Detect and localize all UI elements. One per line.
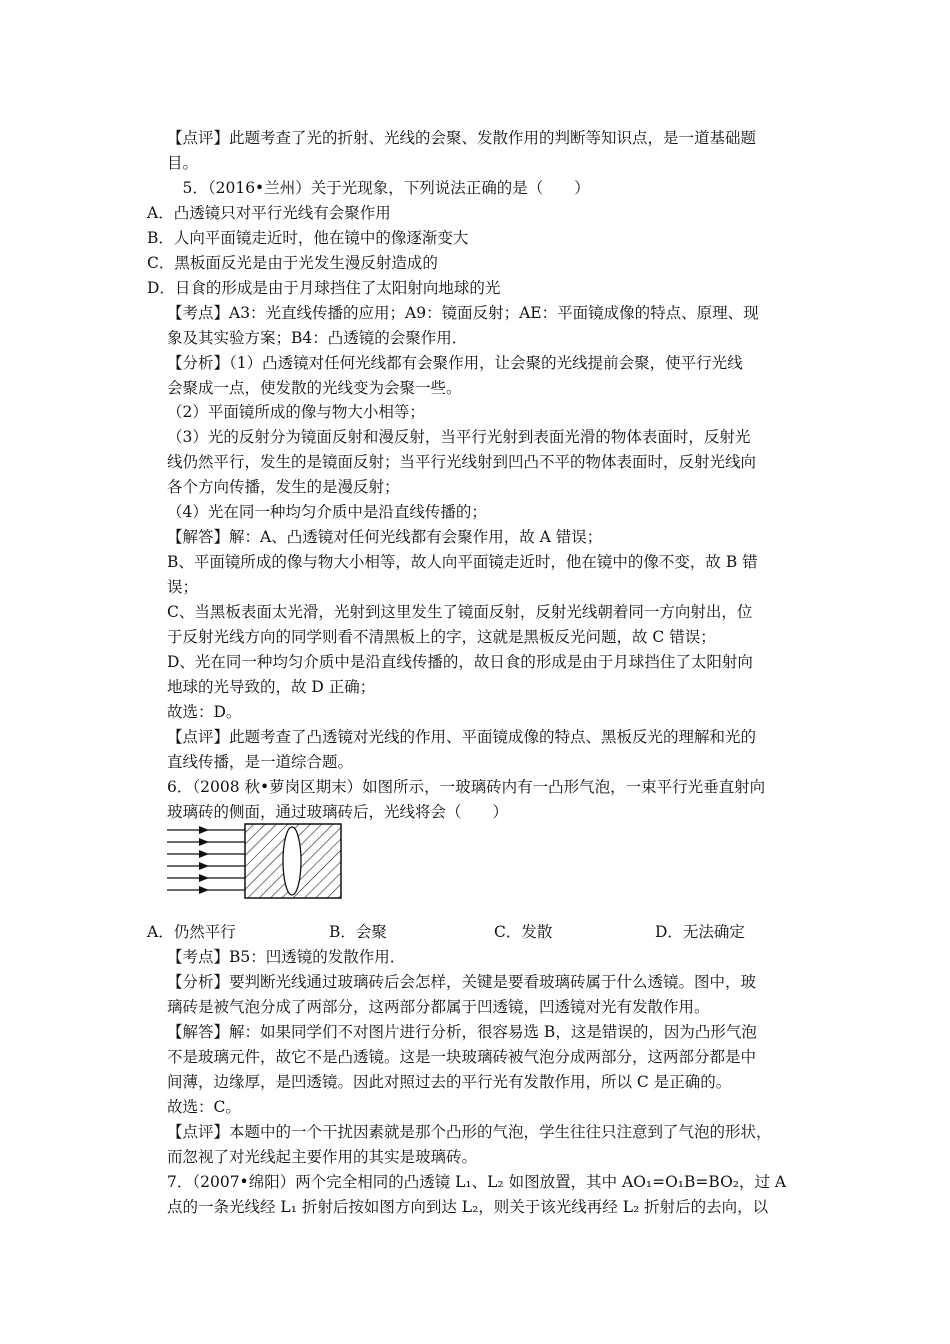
kaodian: 【考点】A3：光直线传播的应用；A9：镜面反射；AE：平面镜成像的特点、原理、现 <box>167 304 759 322</box>
text-line: 各个方向传播，发生的是漫反射； <box>167 478 400 496</box>
text-line: 【点评】此题考查了光的折射、光线的会聚、发散作用的判断等知识点，是一道基础题 <box>167 129 757 147</box>
text-line: B、平面镜所成的像与物大小相等，故人向平面镜走近时，他在镜中的像不变，故 B 错 <box>167 553 758 571</box>
text-line: 目。 <box>167 154 199 172</box>
option-d: D．日食的形成是由于月球挡住了太阳射向地球的光 <box>147 279 501 297</box>
text-line: 玻璃砖的侧面，通过玻璃砖后，光线将会（ ） <box>167 803 509 821</box>
text-line: 而忽视了对光线起主要作用的其实是玻璃砖。 <box>167 1148 478 1166</box>
answer: 故选：D。 <box>167 703 242 721</box>
option-b: B．人向平面镜走近时，他在镜中的像逐渐变大 <box>147 229 469 247</box>
q6-option-b: B．会聚 <box>329 923 387 941</box>
q6-option-d: D．无法确定 <box>655 923 745 941</box>
text-line: 误； <box>167 578 199 596</box>
text-line: C、当黑板表面太光滑，光射到这里发生了镜面反射，反射光线朝着同一方向射出，位 <box>167 603 753 621</box>
glass-brick-figure <box>165 822 345 900</box>
jieda: 【解答】解：如果同学们不对图片进行分析，很容易选 B，这是错误的，因为凸形气泡 <box>167 1023 757 1041</box>
q6-option-c: C．发散 <box>494 923 553 941</box>
text-line: 璃砖是被气泡分成了两部分，这两部分都属于凹透镜，凹透镜对光有发散作用。 <box>167 998 710 1016</box>
option-a: A．凸透镜只对平行光线有会聚作用 <box>147 204 391 222</box>
arrowheads <box>199 826 209 894</box>
fenxi: 【分析】（1）凸透镜对任何光线都有会聚作用，让会聚的光线提前会聚，使平行光线 <box>167 354 743 372</box>
text-line: （2）平面镜所成的像与物大小相等； <box>167 403 425 421</box>
text-line: D、光在同一种均匀介质中是沿直线传播的，故日食的形成是由于月球挡住了太阳射向 <box>167 653 753 671</box>
dianping: 【点评】此题考查了凸透镜对光线的作用、平面镜成像的特点、黑板反光的理解和光的 <box>167 728 757 746</box>
question-6-stem: 6．（2008 秋•萝岗区期末）如图所示，一玻璃砖内有一凸形气泡，一束平行光垂直射向 <box>167 778 766 796</box>
text-line: （3）光的反射分为镜面反射和漫反射，当平行光射到表面光滑的物体表面时，反射光 <box>167 428 751 446</box>
question-7-stem: 7．（2007•绵阳）两个完全相同的凸透镜 L₁、L₂ 如图放置，其中 AO₁=O₁B=BO₂，过 A <box>167 1173 787 1191</box>
q6-option-a: A．仍然平行 <box>147 923 236 941</box>
text-line: 点的一条光线经 L₁ 折射后按如图方向到达 L₂，则关于该光线再经 L₂ 折射后的去向，以 <box>167 1198 769 1216</box>
text-line: 间薄，边缘厚，是凹透镜。因此对照过去的平行光有发散作用，所以 C 是正确的。 <box>167 1073 732 1091</box>
text-line: （4）光在同一种均匀介质中是沿直线传播的； <box>167 503 487 521</box>
jieda: 【解答】解：A、凸透镜对任何光线都有会聚作用，故 A 错误； <box>167 528 603 546</box>
question-5-stem: 5．（2016•兰州）关于光现象，下列说法正确的是（ ） <box>167 179 590 197</box>
text-line: 于反射光线方向的同学则看不清黑板上的字，这就是黑板反光问题，故 C 错误； <box>167 628 716 646</box>
text-line: 直线传播，是一道综合题。 <box>167 753 354 771</box>
text-line: 地球的光导致的，故 D 正确； <box>167 678 376 696</box>
option-c: C．黑板面反光是由于光发生漫反射造成的 <box>147 254 438 272</box>
fenxi: 【分析】要判断光线通过玻璃砖后会怎样，关键是要看玻璃砖属于什么透镜。图中，玻 <box>167 973 757 991</box>
text-line: 不是玻璃元件，故它不是凸透镜。这是一块玻璃砖被气泡分成两部分，这两部分都是中 <box>167 1048 757 1066</box>
light-rays <box>167 830 245 890</box>
dianping: 【点评】本题中的一个干扰因素就是那个凸形的气泡，学生往往只注意到了气泡的形状， <box>167 1123 772 1141</box>
kaodian: 【考点】B5：凹透镜的发散作用． <box>167 948 406 966</box>
text-line: 会聚成一点，使发散的光线变为会聚一些。 <box>167 379 462 397</box>
answer: 故选：C。 <box>167 1098 241 1116</box>
text-line: 线仍然平行，发生的是镜面反射；当平行光线射到凹凸不平的物体表面时，反射光线向 <box>167 453 757 471</box>
text-line: 象及其实验方案；B4：凸透镜的会聚作用． <box>167 329 468 347</box>
convex-bubble <box>283 827 301 895</box>
